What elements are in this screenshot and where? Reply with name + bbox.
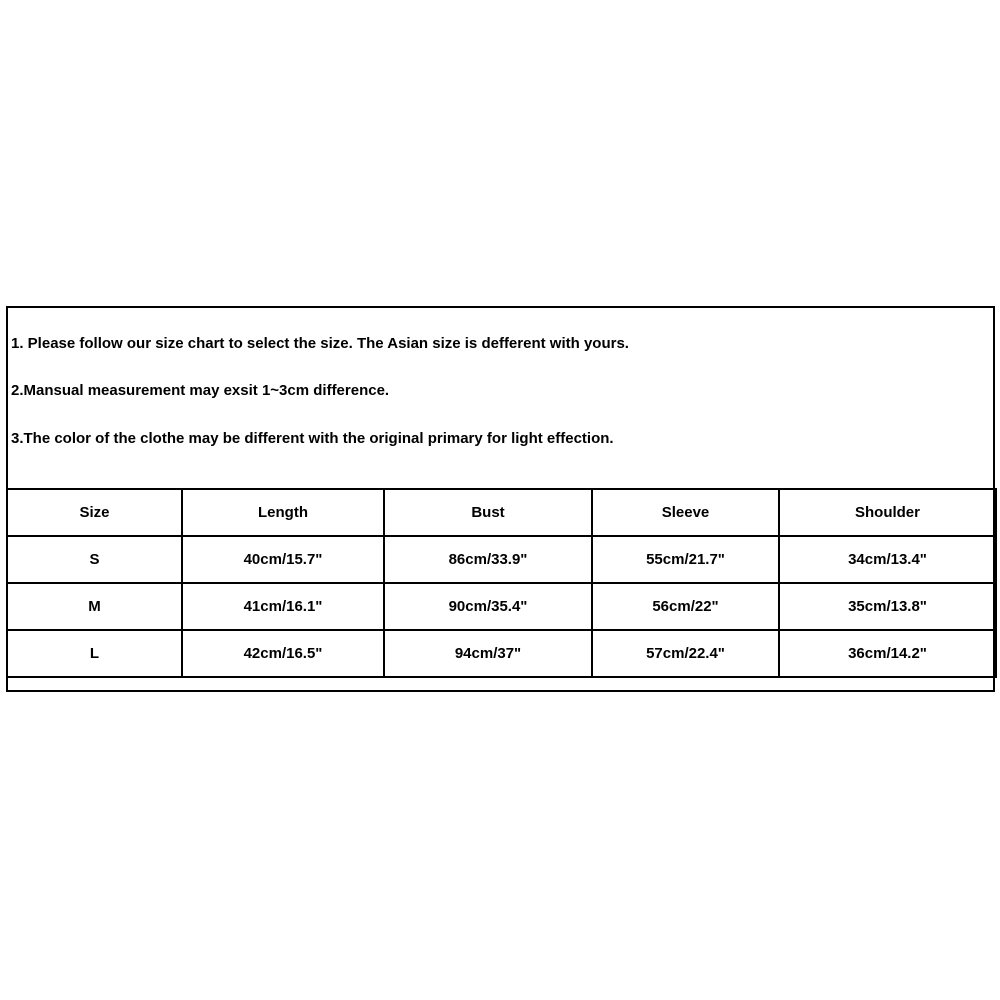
cell-shoulder: 34cm/13.4" bbox=[779, 536, 996, 583]
size-table bbox=[6, 488, 997, 678]
cell-bust: 90cm/35.4" bbox=[384, 583, 592, 630]
table-row bbox=[7, 630, 996, 677]
header-sleeve: Sleeve bbox=[592, 489, 779, 536]
cell-shoulder: 35cm/13.8" bbox=[779, 583, 996, 630]
cell-size: M bbox=[7, 583, 182, 630]
cell-shoulder: 36cm/14.2" bbox=[779, 630, 996, 677]
table-header-row bbox=[7, 489, 996, 536]
cell-bust: 86cm/33.9" bbox=[384, 536, 592, 583]
header-bust: Bust bbox=[384, 489, 592, 536]
cell-size: L bbox=[7, 630, 182, 677]
table-row bbox=[7, 583, 996, 630]
cell-size: S bbox=[7, 536, 182, 583]
header-size: Size bbox=[7, 489, 182, 536]
note-3: 3.The color of the clothe may be different with the original primary for light effection. bbox=[11, 430, 614, 447]
table-row bbox=[7, 536, 996, 583]
note-1: 1. Please follow our size chart to select the size. The Asian size is defferent with yours. bbox=[11, 335, 629, 352]
cell-length: 40cm/15.7" bbox=[182, 536, 384, 583]
note-2: 2.Mansual measurement may exsit 1~3cm difference. bbox=[11, 382, 390, 399]
size-chart bbox=[6, 306, 995, 692]
cell-sleeve: 57cm/22.4" bbox=[592, 630, 779, 677]
cell-bust: 94cm/37" bbox=[384, 630, 592, 677]
notes-section bbox=[8, 308, 993, 490]
cell-length: 41cm/16.1" bbox=[182, 583, 384, 630]
cell-sleeve: 55cm/21.7" bbox=[592, 536, 779, 583]
header-shoulder: Shoulder bbox=[779, 489, 996, 536]
cell-length: 42cm/16.5" bbox=[182, 630, 384, 677]
header-length: Length bbox=[182, 489, 384, 536]
cell-sleeve: 56cm/22" bbox=[592, 583, 779, 630]
